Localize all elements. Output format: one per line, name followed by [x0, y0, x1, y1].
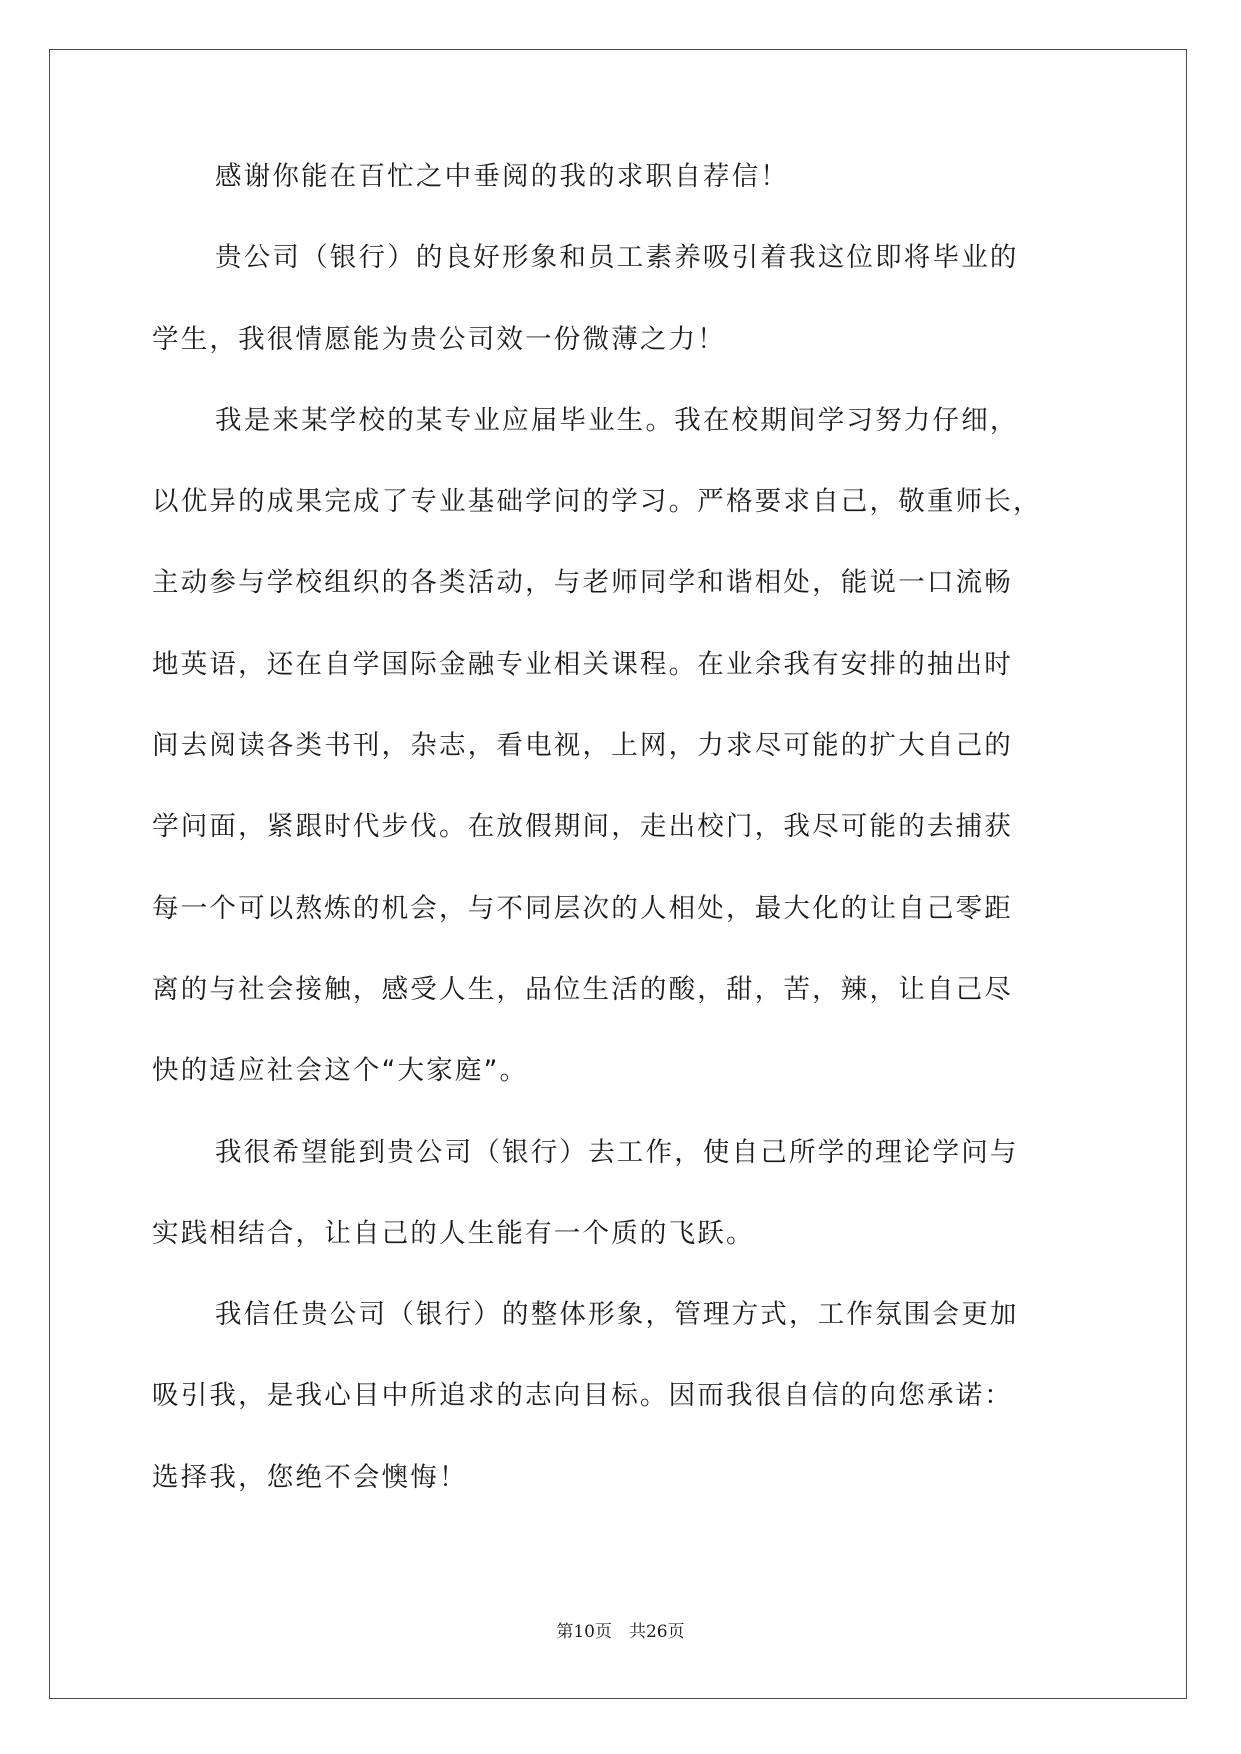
text-line: 贵公司（银行）的良好形象和员工素养吸引着我这位即将毕业的 [215, 242, 1019, 274]
text-line: 间去阅读各类书刊，杂志，看电视，上网，力求尽可能的扩大自己的 [152, 730, 1013, 762]
text-line: 感谢你能在百忙之中垂阅的我的求职自荐信！ [215, 161, 789, 192]
text-line: 吸引我，是我心目中所追求的志向目标。因而我很自信的向您承诺： [152, 1380, 1013, 1412]
text-line: 选择我，您绝不会懊悔！ [152, 1461, 468, 1493]
text-line: 学生，我很情愿能为贵公司效一份微薄之力！ [152, 323, 726, 355]
text-line: 我是来某学校的某专业应届毕业生。我在校期间学习努力仔细， [215, 404, 1019, 436]
text-line: 快的适应社会这个“大家庭”。 [152, 1055, 529, 1087]
text-line: 我很希望能到贵公司（银行）去工作，使自己所学的理论学问与 [215, 1136, 1019, 1168]
text-line: 我信任贵公司（银行）的整体形象，管理方式，工作氛围会更加 [215, 1299, 1019, 1331]
text-line: 离的与社会接触，感受人生，品位生活的酸，甜，苦，辣，让自己尽 [152, 973, 1013, 1005]
text-line: 地英语，还在自学国际金融专业相关课程。在业余我有安排的抽出时 [152, 648, 1013, 680]
document-body [152, 163, 1092, 1545]
text-line: 学问面，紧跟时代步伐。在放假期间，走出校门，我尽可能的去捕获 [152, 811, 1013, 843]
text-line: 每一个可以熬炼的机会，与不同层次的人相处，最大化的让自己零距 [152, 892, 1013, 924]
text-line: 以优异的成果完成了专业基础学问的学习。严格要求自己，敬重师长， [152, 486, 1042, 518]
text-line: 主动参与学校组织的各类活动，与老师同学和谐相处，能说一口流畅 [152, 567, 1013, 599]
text-line: 实践相结合，让自己的人生能有一个质的飞跃。 [152, 1217, 755, 1249]
page-number-footer: 第10页 共26页 [556, 1622, 685, 1642]
